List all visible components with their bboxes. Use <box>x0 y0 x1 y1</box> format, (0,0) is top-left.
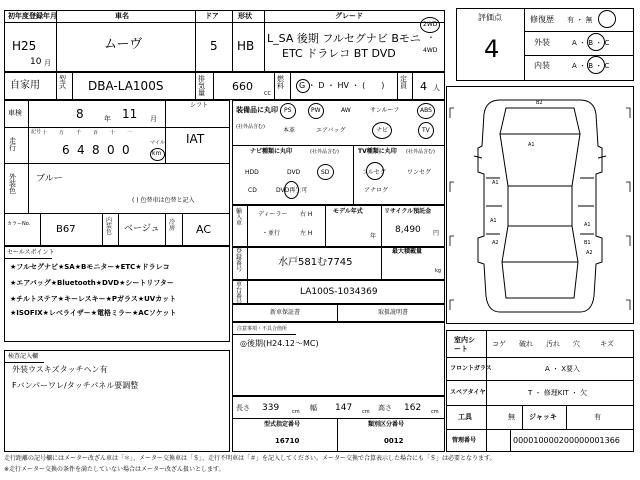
footer-line2: ※走行メーター交換の条件を満たしていない場合はメーター改ざん扱いとします。 <box>4 466 225 473</box>
jack-value: 有 <box>594 413 601 421</box>
repair-label: 修復歴 <box>530 15 554 24</box>
exterior-note: ( ) 色替車は色替と記入 <box>132 197 195 204</box>
notes-label: 注意事項・不具合箇所 <box>237 326 288 332</box>
registration-value: 水戸581む7745 <box>278 257 353 268</box>
diagram-label-a2-right: A2 <box>586 250 593 256</box>
door-label: ドア <box>205 12 219 20</box>
width-value: 147 <box>335 403 353 413</box>
mileage-digit: 0 <box>122 143 130 157</box>
mgmt-label: 管理番号 <box>452 437 477 444</box>
chassis-value: LA100S-1034369 <box>300 287 378 297</box>
notes-value: ◎後期(H24.12〜MC) <box>240 339 319 348</box>
mileage-digit-header: 十 <box>110 130 116 136</box>
navi-sd: SD <box>321 169 330 176</box>
height-unit: cm <box>431 409 439 415</box>
jack-label: ジャッキ <box>529 413 557 421</box>
displacement-value: 660 <box>232 80 253 93</box>
interior-seat-item: 破れ <box>519 340 533 348</box>
mileage-digit: 6 <box>62 143 70 157</box>
registration-label: 登録番号 <box>236 248 243 273</box>
equip-sunroof: サンルーフ <box>370 107 400 114</box>
max-load-unit: kg <box>435 268 442 274</box>
grade-line1: L_SA 後期 フルセグナビ Bモニ <box>267 32 421 45</box>
interior-color-value: ベージュ <box>124 224 160 234</box>
length-value: 339 <box>262 403 280 413</box>
ext-values: A ・ B ・ C <box>572 39 610 47</box>
int-label: 内装 <box>534 61 550 70</box>
use-value: 自家用 <box>10 80 40 91</box>
tv-oneseg: ワンセグ <box>407 169 432 176</box>
mileage-digit-header: 百 <box>93 130 99 136</box>
category-value: 0012 <box>384 437 404 445</box>
score-label: 評価点 <box>478 13 502 22</box>
equipment-note: (社外品含む) <box>236 124 265 130</box>
width-label: 幅 <box>310 404 317 412</box>
diagram-label-b2: B2 <box>536 100 543 106</box>
diagram-label-a1-front: A1 <box>528 142 535 148</box>
door-value: 5 <box>210 39 218 53</box>
shape-label: 形状 <box>238 12 252 20</box>
sales-line-1: ★フルセグナビ★SA★Bモニター★ETC★ドラレコ <box>10 263 170 271</box>
sales-points-box <box>4 246 230 342</box>
equip-abs: ABS <box>420 107 432 114</box>
height-label: 高さ <box>378 404 392 412</box>
color-no-label: カラーNo. <box>7 221 31 227</box>
tools-label: 工具 <box>458 413 472 421</box>
equip-ps: PS <box>284 107 292 114</box>
month-suffix: 月 <box>44 59 51 67</box>
sales-line-3: ★チルトステア★キーレスキー★Pガラス★UVカット <box>10 295 177 303</box>
mileage-digit-header: 一 <box>127 130 133 136</box>
windshield-label: フロントガラス <box>450 365 492 372</box>
model-year-label: モデル年式 <box>333 208 363 215</box>
mileage-digit: 4 <box>77 143 85 157</box>
equip-navi: ナビ <box>376 127 389 134</box>
exterior-label: 外装色 <box>9 173 16 195</box>
interior-seat-item: キズ <box>600 340 614 348</box>
score-value: 4 <box>484 35 500 63</box>
import-label: 輸入車 <box>236 208 243 227</box>
import-right: 右 H <box>300 211 313 218</box>
drive-dot: ・ <box>427 33 435 42</box>
mile-unit: マイル <box>150 140 165 146</box>
color-no-value: B67 <box>56 224 76 235</box>
ext-b-circle <box>587 33 605 51</box>
tools-value: 無 <box>508 413 515 421</box>
model-label: 型式 <box>59 75 66 90</box>
equip-pw: PW <box>311 107 321 114</box>
int-values: A ・ B ・ C <box>572 62 610 70</box>
tv-fullseg: フルセグ <box>362 169 386 176</box>
import-left: 左 H <box>300 230 313 237</box>
repair-none-circle <box>598 10 616 28</box>
navi-note: (社外品含む) <box>310 149 339 155</box>
import-dealer: ディーラー <box>258 211 288 218</box>
ac-label: 冷房 <box>169 219 176 232</box>
mileage-digit-header: 十 <box>42 130 48 136</box>
equip-tv: TV <box>422 127 430 134</box>
interior-seat-label: 室内シート <box>454 336 475 354</box>
car-name-value: ムーヴ <box>104 37 143 52</box>
grade-label: グレード <box>335 12 363 20</box>
sales-line-4: ★ISOFIX★レベライザー★電格ミラー★ACソケット <box>10 309 177 317</box>
type-designation-value: 16710 <box>275 437 300 445</box>
category-label: 類別区分番号 <box>368 421 405 428</box>
grade-line2: ETC ドラレコ BT DVD <box>282 47 396 60</box>
navi-dvdplay: DVD再生可 <box>276 187 308 194</box>
cc-unit: CC <box>264 91 271 97</box>
car-diagram <box>446 86 634 324</box>
equip-leather: 本革 <box>283 127 296 134</box>
navi-cd: CD <box>248 187 257 194</box>
equipment-label: 装備品に丸印 <box>236 106 278 114</box>
ext-label: 外装 <box>534 38 550 47</box>
interior-color-label: 内装色 <box>106 217 113 236</box>
mgmt-value: 000010000200000001366 <box>513 436 620 445</box>
drive-2wd: 2WD <box>423 21 438 28</box>
recycle-yen: 円 <box>433 230 440 237</box>
capacity-label: 定員 <box>400 75 407 90</box>
spare-tire-label: スペアタイヤ <box>450 389 486 396</box>
interior-seat-item: 汚れ <box>546 340 560 348</box>
width-unit: cm <box>362 409 370 415</box>
length-unit: cm <box>292 409 300 415</box>
mileage-digit: 8 <box>92 143 100 157</box>
sales-points-label: セールスポイント <box>7 249 55 256</box>
reg-year-label: 初年度登録年月 <box>8 12 57 20</box>
shaken-year: 8 <box>76 107 84 121</box>
new-car-warranty: 新車保証書 <box>270 309 301 316</box>
fuel-value: G ・ D ・ HV ・ ( ) <box>299 81 385 90</box>
year-value: H25 <box>12 39 37 53</box>
repair-values: 有 ・ 無 <box>567 16 593 24</box>
manual-label: 取扱説明書 <box>378 309 409 316</box>
equip-aw: AW <box>341 107 351 114</box>
inspector-line-1: 外装ウスキズタッチヘン有 <box>12 365 108 374</box>
sales-line-2: ★エアバッグ★Bluetooth★DVD★シートリフター <box>10 279 174 287</box>
interior-seat-item: コゲ <box>492 340 506 348</box>
mileage-label: 走行 <box>9 137 16 152</box>
diagram-label-a1-left: A1 <box>492 180 499 186</box>
mileage-note: 記号 <box>31 129 42 135</box>
model-year-unit: 年 <box>370 233 377 240</box>
shaken-label: 車検 <box>8 109 22 117</box>
car-name-label: 車名 <box>115 12 129 20</box>
navi-hdd: HDD <box>245 169 259 176</box>
max-load-label: 最大積載量 <box>392 248 423 255</box>
mileage-digit-header: 千 <box>76 130 82 136</box>
warranty-box <box>232 304 445 322</box>
import-parallel: ・並行 <box>262 230 281 237</box>
shift-label: シフト <box>190 102 209 109</box>
diagram-label-a1-right: A1 <box>584 222 591 228</box>
fuel-label: 燃料 <box>277 75 284 90</box>
km-unit: km <box>152 150 162 157</box>
diagram-label-b1: B1 <box>584 240 591 246</box>
tv-label: TV種類に丸印 <box>358 148 397 155</box>
windshield-values: A ・ X要入 <box>545 365 581 373</box>
shaken-year-unit: 年 <box>104 115 111 123</box>
recycle-value: 8,490 <box>395 225 421 235</box>
spare-tire-values: T ・ 修理KIT ・ 欠 <box>528 389 588 397</box>
exterior-value: ブルー <box>36 174 63 184</box>
inspector-line-2: Fバンパーワレ/タッチパネル要調整 <box>12 381 139 390</box>
diagram-label-a2-left: A2 <box>492 240 499 246</box>
navi-label: ナビ種類に丸印 <box>250 148 293 155</box>
mileage-digit: 0 <box>107 143 115 157</box>
height-value: 162 <box>404 403 422 413</box>
equip-airbag: エアバッグ <box>316 127 346 134</box>
person-unit: 人 <box>433 84 440 92</box>
chassis-label: 車台番号 <box>236 281 243 306</box>
shape-value: HB <box>237 39 255 53</box>
mileage-digit-header: 万 <box>59 130 65 136</box>
type-designation-label: 型式指定番号 <box>264 421 301 428</box>
footer-line1: 走行距離の記号欄にはメーター改ざん車は「＊」、メーター交換車は「＄」、走行不明車は「＃」を記入してください。メーター交換で合算表示した場合にも「＄」は必要となります。 <box>4 455 496 462</box>
ac-value: AC <box>196 223 212 236</box>
navi-dvd: DVD <box>287 169 301 176</box>
shaken-month-unit: 月 <box>150 115 157 123</box>
length-label: 長さ <box>236 404 250 412</box>
diagram-label-a1-lower: A1 <box>490 218 497 224</box>
tv-note: (社外品含む) <box>406 149 435 155</box>
shift-value: IAT <box>186 132 205 146</box>
interior-seat-item: 穴 <box>573 340 580 348</box>
shaken-month: 11 <box>122 107 138 121</box>
model-value: DBA-LA100S <box>88 79 164 93</box>
displacement-label: 排気量 <box>198 75 205 97</box>
tv-analog: アナログ <box>364 187 389 194</box>
month-value: 10 <box>30 57 42 67</box>
recycle-label: リサイクル預託金 <box>384 208 432 215</box>
inspector-notes-label: 検査記入欄 <box>8 353 39 360</box>
drive-4wd: 4WD <box>423 47 438 54</box>
capacity-value: 4 <box>420 80 427 93</box>
int-b-circle <box>587 56 605 74</box>
